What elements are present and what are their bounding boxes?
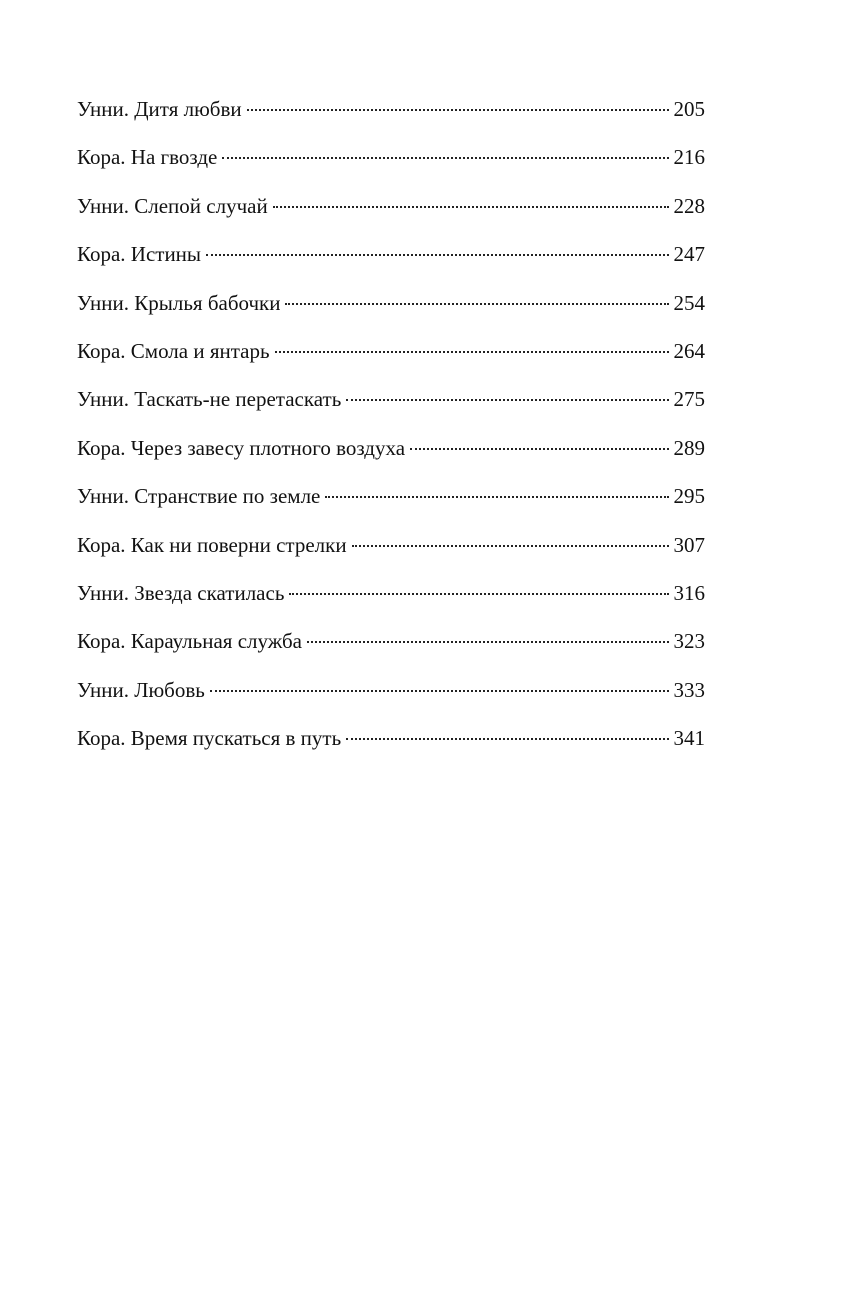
toc-entry-page: 247 <box>673 242 705 267</box>
toc-dot-leader <box>346 399 668 401</box>
toc-dot-leader <box>222 157 668 159</box>
toc-dot-leader <box>206 254 668 256</box>
toc-entry-page: 275 <box>673 387 705 412</box>
toc-entry <box>77 527 705 575</box>
toc-dot-leader <box>275 351 669 353</box>
toc-entry <box>77 430 705 478</box>
toc-dot-leader <box>289 593 668 595</box>
toc-entry-title: Унни. Слепой случай <box>77 193 268 218</box>
toc-dot-leader <box>307 641 669 643</box>
toc-entry-title: Кора. Время пускаться в путь <box>77 726 342 751</box>
toc-entry-page: 264 <box>673 338 705 363</box>
toc-entry-page: 216 <box>673 145 705 170</box>
toc-dot-leader <box>325 496 668 498</box>
toc-entry-title: Кора. Смола и янтарь <box>77 338 270 363</box>
toc-entry-page: 333 <box>673 677 705 702</box>
toc-entry-title: Кора. Как ни поверни стрелки <box>77 532 347 557</box>
toc-entry <box>77 139 705 187</box>
toc-entry-page: 341 <box>673 726 705 751</box>
toc-entry-page: 316 <box>673 580 705 605</box>
toc-entry-page: 323 <box>673 629 705 654</box>
table-of-contents <box>77 91 705 768</box>
toc-dot-leader <box>210 690 669 692</box>
toc-entry-title: Унни. Любовь <box>77 677 205 702</box>
toc-entry <box>77 478 705 526</box>
toc-dot-leader <box>346 738 668 740</box>
toc-entry <box>77 188 705 236</box>
toc-entry-page: 307 <box>673 532 705 557</box>
toc-entry <box>77 285 705 333</box>
toc-entry-page: 228 <box>673 193 705 218</box>
toc-entry-title: Кора. На гвозде <box>77 145 218 170</box>
toc-entry <box>77 720 705 768</box>
toc-entry-page: 254 <box>673 290 705 315</box>
toc-entry <box>77 91 705 139</box>
toc-entry-title: Унни. Дитя любви <box>77 97 242 121</box>
toc-entry <box>77 575 705 623</box>
toc-entry <box>77 381 705 429</box>
toc-dot-leader <box>247 109 669 111</box>
toc-entry <box>77 333 705 381</box>
toc-entry-title: Унни. Таскать-не перетаскать <box>77 387 342 412</box>
toc-dot-leader <box>352 545 669 547</box>
toc-entry-page: 295 <box>673 484 705 509</box>
toc-entry <box>77 236 705 284</box>
toc-entry <box>77 672 705 720</box>
toc-dot-leader <box>273 206 669 208</box>
toc-entry-title: Унни. Странствие по земле <box>77 484 321 509</box>
toc-entry-page: 205 <box>673 97 705 121</box>
toc-entry-title: Кора. Истины <box>77 242 202 267</box>
toc-entry-page: 289 <box>673 435 705 460</box>
toc-entry-title: Кора. Через завесу плотного воздуха <box>77 435 406 460</box>
toc-entry <box>77 623 705 671</box>
toc-dot-leader <box>285 303 668 305</box>
toc-entry-title: Унни. Звезда скатилась <box>77 580 285 605</box>
toc-entry-title: Кора. Караульная служба <box>77 629 302 654</box>
toc-entry-title: Унни. Крылья бабочки <box>77 290 281 315</box>
toc-dot-leader <box>410 448 668 450</box>
